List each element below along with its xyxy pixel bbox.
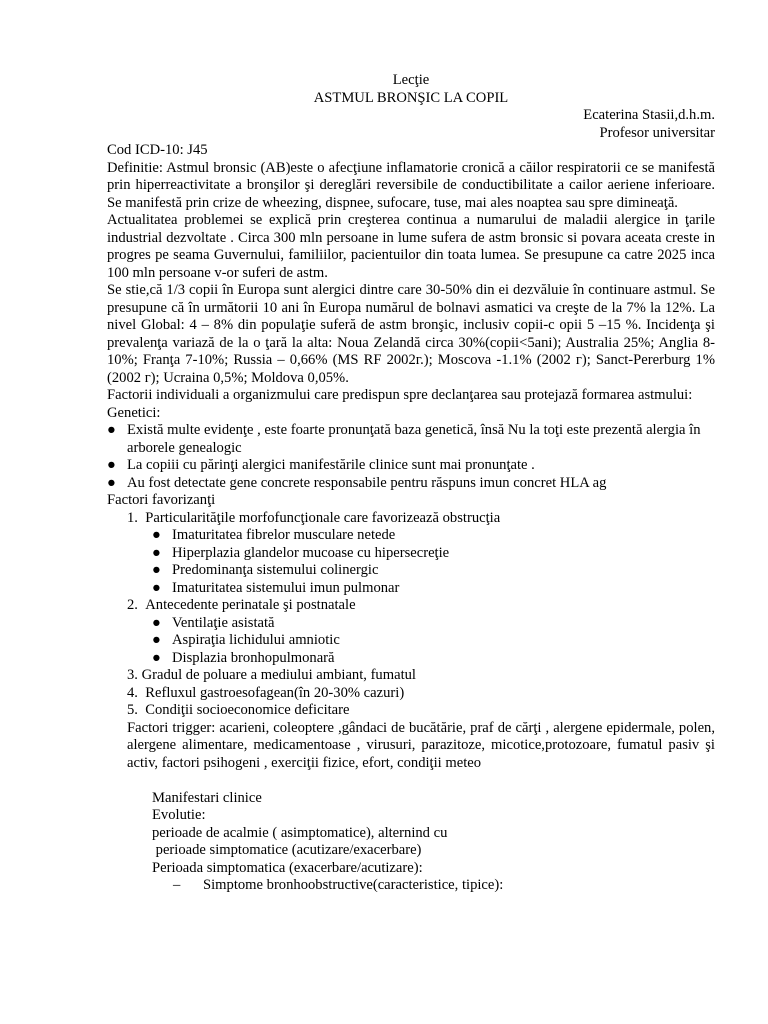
numbered-item: 1. Particularităţile morfofuncţionale care favorizează obstrucţia [127, 509, 501, 526]
icd-code: Cod ICD-10: J45 [107, 142, 208, 158]
trigger-factors-paragraph: Factori trigger: acarieni, coleoptere ,gândaci de bucătărie, praf de cărţi , alergene epidermale, polen, alergene alimentare, medicamentoase , virusuri, parazitoze, micotice,protozoare, fumatul pasiv şi activ, factori psihogeni , exerciţii fizice, efort, condiţii meteo [127, 719, 715, 771]
bullet-icon: ● [152, 649, 161, 666]
numbered-item: 3. Gradul de poluare a mediului ambiant, fumatul [127, 667, 416, 683]
spacer [107, 772, 715, 790]
bullet-icon: ● [107, 474, 116, 491]
dash-list-item: – Simptome bronhoobstructive(caracteristice, tipice): [173, 877, 504, 893]
definition-paragraph: Definitie: Astmul bronsic (AB)este o afecţiune inflamatorie cronică a căilor respiratorii ce se manifestă prin hiperreactivitate a bronşilor şi dereglări reversibile de conductibilitate a cailor aeriene inferioare. Se manifestă prin crize de wheezing, dispnee, sufocare, tuse, mai ales noaptea sau spre dimineaţă. [107, 159, 715, 211]
sub-list-item: ● Imaturitatea sistemului imun pulmonar [152, 579, 400, 596]
sub-list-item: ● Displazia bronhopulmonară [152, 649, 335, 666]
favoring-factors-label: Factori favorizanţi [107, 492, 216, 508]
sub-list-item: ● Aspiraţia lichidului amniotic [152, 632, 340, 648]
document-page [107, 72, 715, 895]
genetic-list-item: ● Au fost detectate gene concrete responsabile pentru răspuns imun concret HLA ag [107, 474, 607, 491]
evolution-line: perioade de acalmie ( asimptomatice), alternind cu [152, 824, 448, 841]
symptomatic-period-label: Perioada simptomatica (exacerbare/acutizare): [152, 859, 423, 876]
numbered-item: 5. Condiţii socioeconomice deficitare [127, 702, 350, 718]
bullet-icon: ● [152, 562, 161, 578]
bullet-icon: ● [107, 457, 116, 473]
bullet-icon: ● [152, 632, 161, 648]
lesson-label: Lecţie [392, 72, 430, 88]
numbered-item: 2. Antecedente perinatale şi postnatale [127, 597, 356, 613]
evolution-label: Evolutie: [152, 807, 206, 823]
prevalence-paragraph: Se stie,că 1/3 copii în Europa sunt alergici dintre care 30-50% din ei dezvăluie în continuare astmul. Se presupune că în următorii 10 ani în Europa numărul de bolnavi asmatici va creşte de la 7% la 12%. La nivel Global: 4 – 8% din populaţie suferă de astm bronşic, inclusiv copii-c opii 5 –15 %. Incidenţa şi prevalenţa variază de la o ţară la alta: Noua Zelandă circa 30%(copii<5ani); Australia 25%; Anglia 8-10%; Franţa 7-10%; Russia – 0,66% (MS RF 2002г.); Moscova -1.1% (2002 г); Sanct-Pererburg 1% (2002 г); Ucraina 0,5%; Moldova 0,05%. [107, 282, 715, 386]
sub-list-item: ● Predominanţa sistemului colinergic [152, 562, 379, 578]
sub-list-item: ● Hiperplazia glandelor mucoase cu hipersecreţie [152, 544, 450, 561]
bullet-icon: ● [152, 579, 161, 596]
bullet-icon: ● [107, 422, 116, 438]
genetic-list-item: ● La copiii cu părinţi alergici manifestările clinice sunt mai pronunţate . [107, 457, 535, 473]
factors-intro: Factorii individuali a organizmului care predispun spre declanţarea sau protejază formarea astmului: [107, 387, 693, 403]
clinical-title: Manifestari clinice [152, 789, 262, 806]
bullet-icon: ● [152, 544, 161, 561]
author-role: Profesor universitar [599, 124, 715, 141]
dash-icon: – [173, 877, 181, 893]
author-name: Ecaterina Stasii,d.h.m. [583, 107, 715, 123]
genetic-label: Genetici: [107, 404, 161, 421]
document-title: ASTMUL BRONŞIC LA COPIL [313, 89, 509, 106]
actuality-paragraph: Actualitatea problemei se explică prin creşterea continua a numarului de maladii alergice in ţarile industrial dezvoltate . Circa 300 mln persoane in lume sufera de astm bronsic si povara aceata creste in progres pe seama Guvernului, familiilor, pacientuilor din toata lumea. Se presupune ca catre 2025 inca 100 mln persoane v-or suferi de astm. [107, 212, 715, 281]
bullet-icon: ● [152, 614, 161, 631]
numbered-item: 4. Refluxul gastroesofagean(în 20-30% cazuri) [127, 684, 405, 701]
sub-list-item: ● Ventilaţie asistată [152, 614, 275, 631]
evolution-line: perioade simptomatice (acutizare/exacerbare) [152, 842, 422, 858]
genetic-list-item: ● Există multe evidenţe , este foarte pronunţată baza genetică, însă Nu la toţi este prezentă alergia în arborele genealogic [107, 422, 701, 456]
bullet-icon: ● [152, 527, 161, 543]
sub-list-item: ● Imaturitatea fibrelor musculare netede [152, 527, 396, 543]
